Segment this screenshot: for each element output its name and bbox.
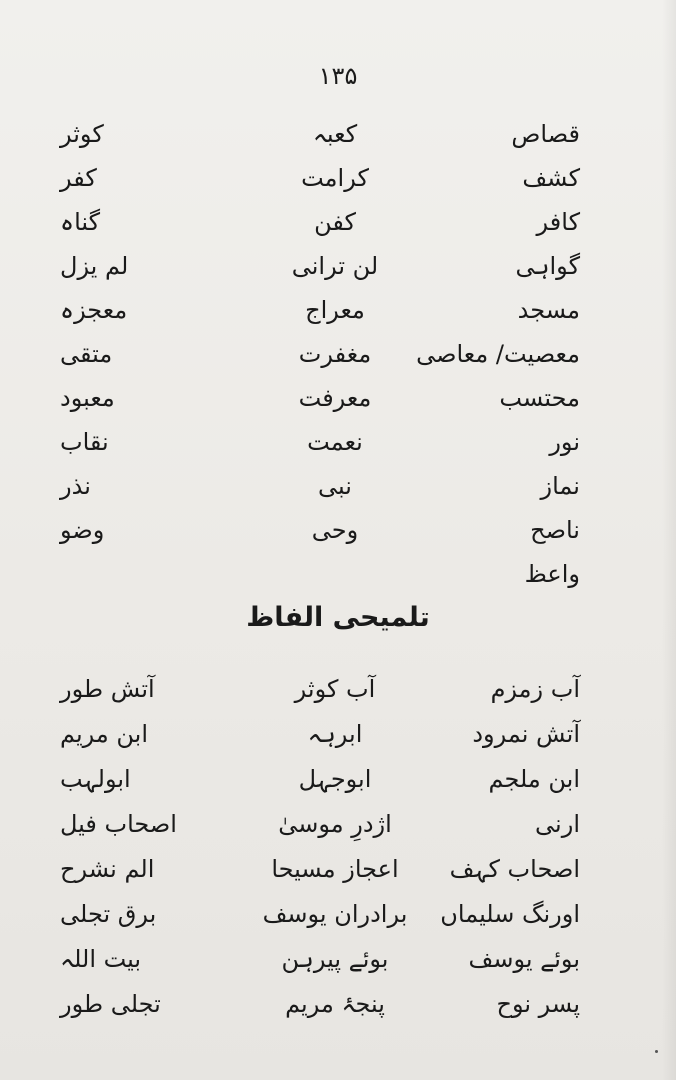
page-edge-shadow [662, 0, 676, 1080]
word-entry [60, 552, 230, 596]
word-entry: معبود [60, 384, 115, 412]
page-number: ۱۳۵ [318, 62, 358, 90]
word-entry: مغفرت [298, 340, 372, 368]
word-entry: گواہی [515, 252, 580, 280]
word-entry: بوئے پیرہن [281, 945, 389, 973]
word-entry: پنجۂ مریم [285, 990, 385, 1018]
word-entry: وضو [60, 516, 105, 544]
word-entry: اصحاب فیل [60, 810, 177, 838]
word-entry: نذر [60, 472, 91, 500]
word-entry: معجزہ [60, 296, 128, 324]
word-entry: اصحاب کہف [449, 855, 580, 883]
word-entry: ابولہب [60, 765, 131, 793]
word-entry: الم نشرح [60, 855, 155, 883]
word-entry: آتش طور [60, 675, 155, 703]
word-entry: معراج [305, 296, 365, 324]
page-speck [655, 1050, 658, 1053]
word-entry: ابن مریم [60, 720, 148, 748]
word-entry: کعبہ [312, 120, 358, 148]
section-heading: تلمیحی الفاظ [246, 602, 430, 633]
word-entry: قصاص [511, 120, 580, 148]
word-entry: متقی [60, 340, 113, 368]
word-entry: اورنگ سلیماں [440, 900, 580, 928]
word-entry: لن ترانی [291, 252, 379, 280]
word-entry: ابوجہل [298, 765, 372, 793]
word-entry: معرفت [298, 384, 372, 412]
word-entry: تجلی طور [60, 990, 161, 1018]
word-entry: نقاب [60, 428, 109, 456]
word-entry: بیت اللہ [60, 945, 142, 973]
word-entry: ارنی [535, 810, 580, 838]
word-entry: اژدرِ موسیٰ [278, 810, 392, 838]
word-entry: مسجد [517, 296, 580, 324]
word-entry: ابرہہ [307, 720, 363, 748]
word-entry: کفر [60, 164, 97, 192]
word-entry: لم یزل [60, 252, 129, 280]
word-entry: برق تجلی [60, 900, 157, 928]
word-entry: واعظ [524, 560, 580, 588]
word-entry: نعمت [307, 428, 363, 456]
word-entry: نبی [318, 472, 352, 500]
word-entry: اعجاز مسیحا [271, 855, 399, 883]
word-entry [230, 552, 440, 596]
word-entry: پسر نوح [496, 990, 580, 1018]
word-entry: آتش نمرود [472, 720, 580, 748]
word-entry: آب کوثر [294, 675, 376, 703]
word-entry: کشف [522, 164, 580, 192]
word-entry: نماز [540, 472, 580, 500]
word-entry: آب زمزم [490, 675, 580, 703]
word-entry: بوئے یوسف [468, 945, 580, 973]
word-list-allusions [60, 667, 580, 1027]
word-entry: گناہ [60, 208, 101, 236]
word-entry: برادران یوسف [262, 900, 408, 928]
word-entry: نور [549, 428, 580, 456]
word-list-top [60, 112, 580, 596]
word-entry: کوثر [60, 120, 104, 148]
word-entry: کرامت [301, 164, 369, 192]
word-entry: وحی [311, 516, 359, 544]
word-entry: کافر [536, 208, 580, 236]
word-entry: معصیت/ معاصی [416, 340, 580, 368]
word-entry: کفن [314, 208, 356, 236]
word-entry: ناصح [530, 516, 580, 544]
word-entry: محتسب [499, 384, 580, 412]
word-entry: ابن ملجم [488, 765, 580, 793]
